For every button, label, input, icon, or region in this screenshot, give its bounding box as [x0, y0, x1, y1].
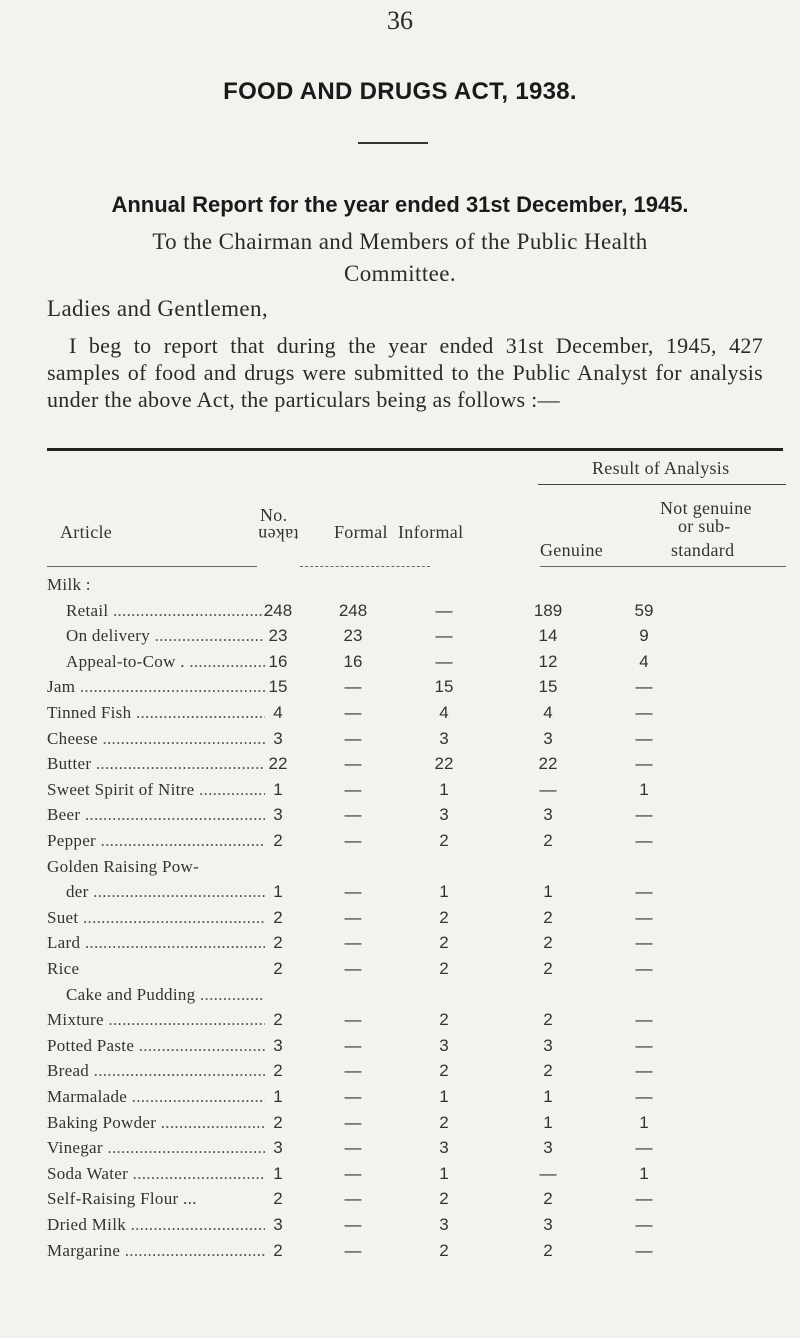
cell-genuine: 2 [543, 959, 553, 978]
intro-paragraph: I beg to report that during the year ended 31st December, 1945, 427 samples of food and drugs were submitted to the Public Analyst for analysis under the above Act, the particulars being as follows :— [47, 333, 763, 412]
table-row [0, 1138, 800, 1164]
cell-informal: 1 [439, 882, 449, 902]
cell-genuine: 2 [543, 831, 553, 850]
article-name: Mixture ..... [47, 1010, 265, 1030]
cell-genuine: 2 [543, 907, 553, 927]
cell-informal: 2 [439, 1010, 449, 1030]
cell-informal: 15 [434, 677, 454, 697]
result-header-rule [538, 484, 786, 485]
header-article: Article [60, 522, 113, 542]
cell-genuine: 4 [543, 703, 553, 722]
cell-no: 3 [273, 1138, 283, 1158]
cell-informal: — [435, 626, 453, 646]
table-row [0, 857, 800, 883]
table-row [0, 882, 800, 908]
header-bottom-rule-result [540, 566, 786, 567]
cell-genuine: 2 [543, 1061, 553, 1081]
table-row [0, 1189, 800, 1215]
table-row [0, 1164, 800, 1190]
cell-no: 16 [268, 651, 288, 671]
cell-not-genuine: — [635, 677, 653, 697]
article-name: Baking Powder ..... [47, 1113, 265, 1133]
header-result: Result of Analysis [592, 458, 730, 478]
article-name: Tinned Fish ..... [47, 703, 265, 723]
cell-not-genuine: — [635, 1087, 653, 1106]
article-name: Butter ..... [47, 754, 265, 774]
cell-informal: 1 [439, 779, 449, 799]
cell-informal: 1 [439, 1087, 449, 1106]
table-row [0, 575, 800, 601]
cell-not-genuine: 1 [639, 779, 649, 799]
cell-formal: — [344, 1112, 362, 1132]
header-no-line2: taken [258, 525, 299, 545]
cell-formal: — [344, 1215, 362, 1234]
act-title: FOOD AND DRUGS ACT, 1938. [223, 78, 577, 105]
article-name: Milk : [47, 575, 91, 594]
article-name: Appeal-to-Cow . ..... [66, 652, 265, 672]
cell-no: 3 [273, 1035, 283, 1055]
cell-no: 2 [273, 1112, 283, 1132]
cell-no: 248 [263, 600, 293, 620]
article-name: Suet ..... [47, 908, 265, 928]
cell-genuine: 3 [543, 1138, 553, 1158]
cell-formal: — [344, 703, 362, 722]
table-row [0, 754, 800, 780]
article-name: der ..... [66, 882, 265, 902]
table-row [0, 831, 800, 857]
cell-not-genuine: 1 [639, 1163, 649, 1183]
cell-no: 1 [273, 882, 283, 902]
cell-genuine: 22 [538, 754, 558, 774]
cell-not-genuine: — [635, 1061, 653, 1081]
cell-formal: — [344, 1035, 362, 1055]
cell-informal: 2 [439, 831, 449, 850]
cell-formal: — [344, 1189, 362, 1209]
cell-informal: 2 [439, 933, 449, 953]
article-name: Vinegar ..... [47, 1138, 265, 1158]
table-row [0, 1087, 800, 1113]
cell-genuine: 189 [533, 600, 563, 620]
table-row [0, 626, 800, 652]
cell-not-genuine: — [635, 1035, 653, 1055]
cell-formal: 248 [338, 600, 368, 620]
cell-not-genuine: — [635, 805, 653, 825]
cell-genuine: — [539, 1163, 557, 1183]
table-row [0, 729, 800, 755]
article-name: Soda Water ..... [47, 1164, 265, 1184]
cell-genuine: 2 [543, 933, 553, 953]
cell-genuine: 1 [543, 1087, 553, 1106]
table-row [0, 703, 800, 729]
cell-no: 2 [273, 1061, 283, 1081]
cell-no: 2 [273, 1189, 283, 1209]
cell-genuine: 2 [543, 1240, 553, 1260]
article-name: Cheese ..... [47, 729, 265, 749]
cell-genuine: — [539, 779, 557, 799]
cell-genuine: 3 [543, 1035, 553, 1055]
cell-not-genuine: 59 [634, 600, 654, 620]
cell-no: 3 [273, 805, 283, 825]
title-divider [358, 142, 428, 144]
header-genuine: Genuine [540, 540, 604, 560]
cell-no: 2 [273, 1010, 283, 1030]
address [60, 226, 740, 290]
cell-not-genuine: — [635, 1138, 653, 1158]
cell-informal: 3 [439, 1035, 449, 1055]
cell-genuine: 2 [543, 1010, 553, 1030]
cell-informal: 1 [439, 1163, 449, 1183]
cell-not-genuine: 4 [639, 651, 649, 671]
cell-informal: 2 [439, 1112, 449, 1132]
article-name: Cake and Pudding ..... [66, 985, 265, 1005]
cell-not-genuine: — [635, 882, 653, 902]
header-not-genuine-line2: or sub- [678, 516, 731, 536]
address-line-1: To the Chairman and Members of the Public Health [152, 229, 648, 254]
article-name: Retail ..... [66, 601, 265, 621]
header-formal: Formal [334, 522, 388, 542]
cell-formal: — [344, 882, 362, 902]
article-name: Margarine ..... [47, 1241, 265, 1261]
cell-no: 2 [273, 831, 283, 850]
cell-informal: 2 [439, 1240, 449, 1260]
cell-no: 1 [273, 1163, 283, 1183]
cell-not-genuine: 9 [639, 626, 649, 646]
address-line-2: Committee. [344, 261, 456, 286]
cell-informal: 3 [439, 805, 449, 825]
cell-genuine: 14 [538, 626, 558, 646]
cell-not-genuine: — [635, 959, 653, 978]
table-top-rule [47, 448, 783, 451]
cell-not-genuine: — [635, 831, 653, 850]
article-name: Dried Milk ..... [47, 1215, 265, 1235]
cell-no: 2 [273, 1240, 283, 1260]
article-name: Beer ..... [47, 805, 265, 825]
cell-genuine: 12 [538, 651, 558, 671]
header-bottom-rule-article [47, 566, 257, 567]
cell-formal: — [344, 1240, 362, 1260]
cell-no: 22 [268, 754, 288, 774]
table-row [0, 780, 800, 806]
table-row [0, 1061, 800, 1087]
report-title: Annual Report for the year ended 31st December, 1945. [111, 192, 689, 217]
cell-not-genuine: — [635, 1215, 653, 1234]
cell-informal: — [435, 651, 453, 671]
cell-formal: — [344, 1087, 362, 1106]
article-name: Bread ..... [47, 1061, 265, 1081]
table-row [0, 959, 800, 985]
cell-formal: — [344, 1061, 362, 1081]
cell-formal: — [344, 831, 362, 850]
article-name: Sweet Spirit of Nitre ..... [47, 780, 265, 800]
cell-formal: 23 [343, 626, 363, 646]
cell-no: 1 [273, 1087, 283, 1106]
cell-informal: 2 [439, 907, 449, 927]
cell-formal: — [344, 933, 362, 953]
table-row [0, 1215, 800, 1241]
table-row [0, 677, 800, 703]
cell-no: 4 [273, 703, 283, 722]
header-bottom-rule-middle [300, 566, 430, 567]
cell-not-genuine: — [635, 703, 653, 722]
cell-genuine: 3 [543, 805, 553, 825]
cell-genuine: 3 [543, 1215, 553, 1234]
cell-not-genuine: — [635, 907, 653, 927]
cell-genuine: 3 [543, 728, 553, 748]
cell-no: 3 [273, 1215, 283, 1234]
cell-genuine: 2 [543, 1189, 553, 1209]
article-name: Rice [47, 959, 80, 978]
page-number: 36 [387, 6, 413, 35]
table-row [0, 601, 800, 627]
cell-formal: — [344, 805, 362, 825]
cell-formal: — [344, 754, 362, 774]
header-no-line1: No. [260, 505, 288, 525]
table-row [0, 805, 800, 831]
header-not-genuine-line3: standard [671, 540, 735, 560]
cell-no: 1 [273, 779, 283, 799]
table-row [0, 1010, 800, 1036]
cell-no: 23 [268, 626, 288, 646]
table-row [0, 985, 800, 1011]
cell-informal: 2 [439, 1189, 449, 1209]
cell-formal: — [344, 1163, 362, 1183]
cell-no: 2 [273, 933, 283, 953]
header-informal: Informal [398, 522, 464, 542]
cell-no: 2 [273, 907, 283, 927]
table-row [0, 933, 800, 959]
cell-formal: — [344, 677, 362, 697]
cell-not-genuine: — [635, 1240, 653, 1260]
cell-genuine: 15 [538, 677, 558, 697]
cell-formal: — [344, 1010, 362, 1030]
cell-formal: — [344, 959, 362, 978]
cell-no: 2 [273, 959, 283, 978]
cell-not-genuine: — [635, 1189, 653, 1209]
cell-informal: — [435, 600, 453, 620]
cell-no: 15 [268, 677, 288, 697]
article-name: Pepper ..... [47, 831, 265, 851]
table-row [0, 1241, 800, 1267]
cell-not-genuine: — [635, 933, 653, 953]
header-not-genuine-line1: Not genuine [660, 498, 752, 518]
cell-informal: 3 [439, 728, 449, 748]
cell-informal: 3 [439, 1138, 449, 1158]
table-row [0, 652, 800, 678]
cell-formal: — [344, 1138, 362, 1158]
article-name: Potted Paste ..... [47, 1036, 265, 1056]
article-name: Self-Raising Flour ... [47, 1189, 197, 1209]
cell-informal: 2 [439, 959, 449, 978]
cell-not-genuine: 1 [639, 1112, 649, 1132]
cell-informal: 2 [439, 1061, 449, 1081]
article-name: Jam ..... [47, 677, 265, 697]
cell-no: 3 [273, 728, 283, 748]
cell-informal: 22 [434, 754, 454, 774]
cell-informal: 3 [439, 1215, 449, 1234]
table-row [0, 908, 800, 934]
salutation: Ladies and Gentlemen, [47, 296, 269, 321]
article-name: On delivery ..... [66, 626, 265, 646]
cell-formal: — [344, 728, 362, 748]
cell-formal: 16 [343, 651, 363, 671]
table-row [0, 1036, 800, 1062]
cell-not-genuine: — [635, 728, 653, 748]
article-name: Lard ..... [47, 933, 265, 953]
cell-formal: — [344, 907, 362, 927]
cell-not-genuine: — [635, 1010, 653, 1030]
cell-not-genuine: — [635, 754, 653, 774]
cell-informal: 4 [439, 703, 449, 722]
cell-formal: — [344, 779, 362, 799]
cell-genuine: 1 [543, 1112, 553, 1132]
table-row [0, 1113, 800, 1139]
cell-genuine: 1 [543, 882, 553, 902]
article-name: Marmalade ..... [47, 1087, 265, 1107]
article-name: Golden Raising Pow- [47, 856, 200, 876]
